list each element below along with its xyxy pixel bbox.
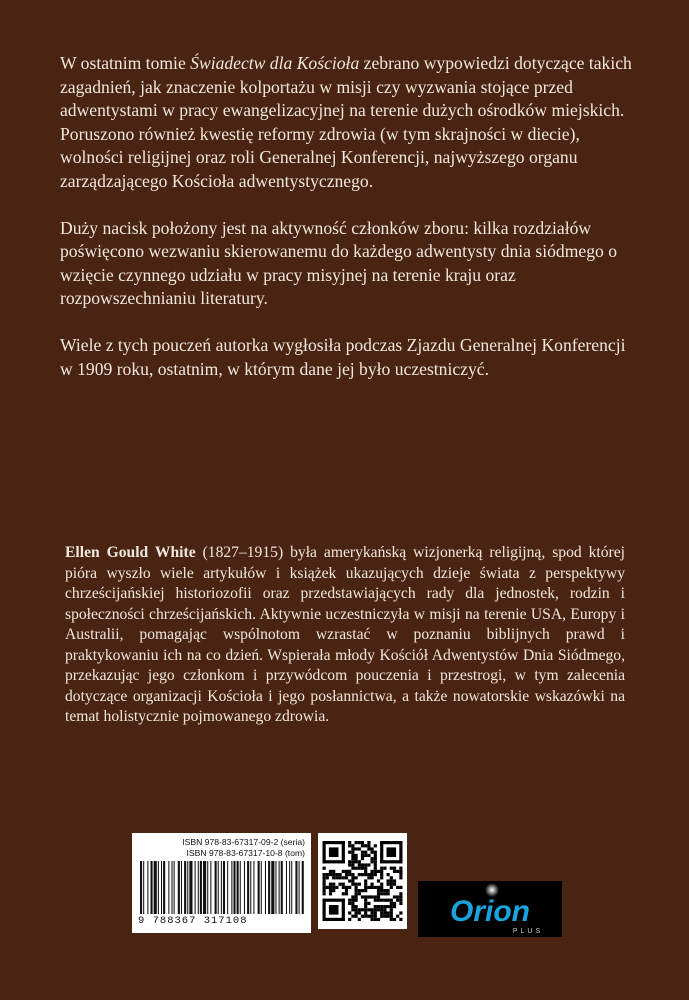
blurb-paragraph-2: Duży nacisk położony jest na aktywność członków zboru: kilka rozdziałów poświęcono wezwaniu skierowanemu do każdego adwentysty dnia siódmego o wzięcie czynnego udziału w pracy misyjnej na terenie kraju oraz rozpowszechnianiu literatury. <box>60 217 617 308</box>
publisher-logo <box>418 881 562 937</box>
isbn-digits: 9 788367 317108 <box>138 915 248 927</box>
isbn-barcode <box>132 833 311 933</box>
back-cover-blurb <box>60 52 640 405</box>
author-bio <box>65 543 625 728</box>
isbn-volume: ISBN 978-83-67317-10-8 (tom) <box>186 847 305 858</box>
author-bio-text: (1827–1915) była amerykańską wizjonerką religijną, spod której pióra wyszło wiele artykułów i książek ukazujących dzieje świata z perspektywy chrześcijańskiej historiozofii oraz przedstawiających rady dla jednostek, rodzin i społeczności chrześcijańskich. Aktywnie uczestniczyła w misji na terenie USA, Europy i Australii, pomagając wspólnotom wzrastać w poznaniu biblijnych prawd i praktykowaniu ich na co dzień. Wspierała młody Kościół Adwentystów Dnia Siódmego, przekazując jego członkom i przywódcom pouczenia i przestrogi, w tym zalecenia dotyczące organizacji Kościoła i jego posłannictwa, a także nowatorskie wskazówki na temat holistycznie pojmowanego zdrowia. <box>65 544 625 725</box>
blurb-paragraph-1: W ostatnim tomie Świadectw dla Kościoła zebrano wypowiedzi dotyczące takich zagadnień, jak znaczenie kolportażu w misji czy wyzwania stojące przed adwentystami w pracy ewangelizacyjnej na terenie dużych ośrodków miejskich. Poruszono również kwestię reformy zdrowia (w tym skrajności w diecie), wolności religijnej oraz roli Generalnej Konferencji, najwyższego organu zarządzającego Kościoła adwentystycznego. <box>60 53 632 191</box>
blurb-paragraph-3: Wiele z tych pouczeń autorka wygłosiła podczas Zjazdu Generalnej Konferencji w 1909 roku, ostatnim, w którym dane jej było uczestniczyć. <box>60 335 626 379</box>
orion-logo-graphic <box>418 881 562 937</box>
qr-code <box>318 833 407 929</box>
logo-name: Orion <box>450 895 530 928</box>
barcode-graphic <box>138 861 305 914</box>
qr-code-graphic <box>318 833 407 929</box>
author-name: Ellen Gould White <box>65 544 196 561</box>
logo-sub: PLUS <box>512 928 544 935</box>
isbn-series: ISBN 978-83-67317-09-2 (seria) <box>182 837 305 847</box>
book-title: Świadectw dla Kościoła <box>190 53 360 73</box>
